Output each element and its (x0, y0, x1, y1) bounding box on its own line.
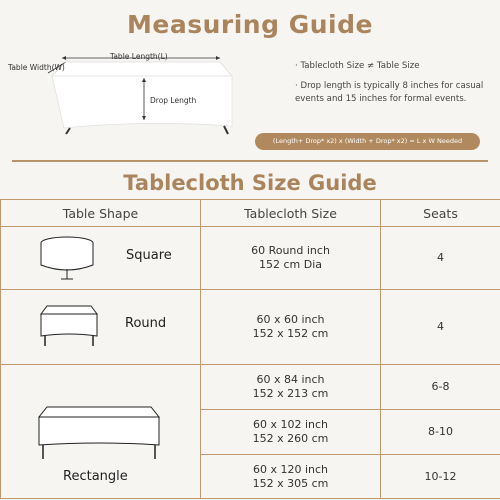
shape-cell-round (1, 227, 201, 290)
formula-badge: (Length+ Drop* x2) x (Width + Drop* x2) = L x W Needed (255, 133, 480, 150)
seats-cell: 6-8 (381, 365, 500, 410)
header-size: Tablecloth Size (201, 200, 381, 227)
size-cm: 152 x 260 cm (252, 432, 329, 445)
table-row (1, 365, 500, 410)
round-table-icon (35, 235, 99, 281)
size-inch: 60 x 120 inch (252, 462, 329, 476)
shape-label-rectangle: Rectangle (63, 469, 128, 484)
measuring-guide-title: Measuring Guide (127, 10, 373, 39)
shape-label-square: Square (126, 248, 172, 263)
size-cell (201, 455, 381, 499)
table-width-label: Table Width(W) (8, 63, 65, 72)
size-cell (201, 290, 381, 365)
size-cell (201, 365, 381, 410)
square-table-icon (37, 302, 101, 350)
size-inch: 60 Round inch (251, 244, 330, 257)
size-cm: 152 x 152 cm (252, 327, 329, 340)
shape-label-round: Round (125, 316, 167, 331)
size-cm: 152 x 213 cm (252, 387, 329, 400)
bullet-drop-note: · Drop length is typically 8 inches for casual events and 15 inches for formal events. (295, 81, 484, 104)
seats-cell: 10-12 (381, 455, 500, 499)
header-shape: Table Shape (1, 200, 201, 227)
table-row (1, 227, 500, 290)
table-length-label: Table Length(L) (110, 52, 168, 61)
shape-cell-rectangle (1, 365, 201, 499)
tablecloth-diagram (0, 48, 250, 138)
shape-cell-square (1, 290, 201, 365)
size-cell (201, 410, 381, 455)
size-cell (201, 227, 381, 290)
size-inch: 60 x 84 inch (256, 373, 325, 386)
seats-cell: 4 (381, 227, 500, 290)
seats-cell: 4 (381, 290, 500, 365)
drop-length-label: Drop Length (150, 96, 197, 105)
section-divider (12, 160, 488, 162)
size-guide-title: Tablecloth Size Guide (123, 171, 377, 195)
size-cm: 152 x 305 cm (252, 476, 329, 490)
seats-cell: 8-10 (381, 410, 500, 455)
size-inch: 60 x 60 inch (256, 313, 325, 326)
size-inch: 60 x 102 inch (252, 418, 329, 431)
table-row (1, 290, 500, 365)
header-seats: Seats (381, 200, 500, 227)
rectangle-table-icon (35, 403, 165, 463)
size-table (0, 199, 500, 499)
bullet-size-note: · Tablecloth Size ≠ Table Size (295, 61, 420, 71)
size-cm: 152 cm Dia (258, 258, 323, 271)
table-header-row (1, 200, 500, 227)
